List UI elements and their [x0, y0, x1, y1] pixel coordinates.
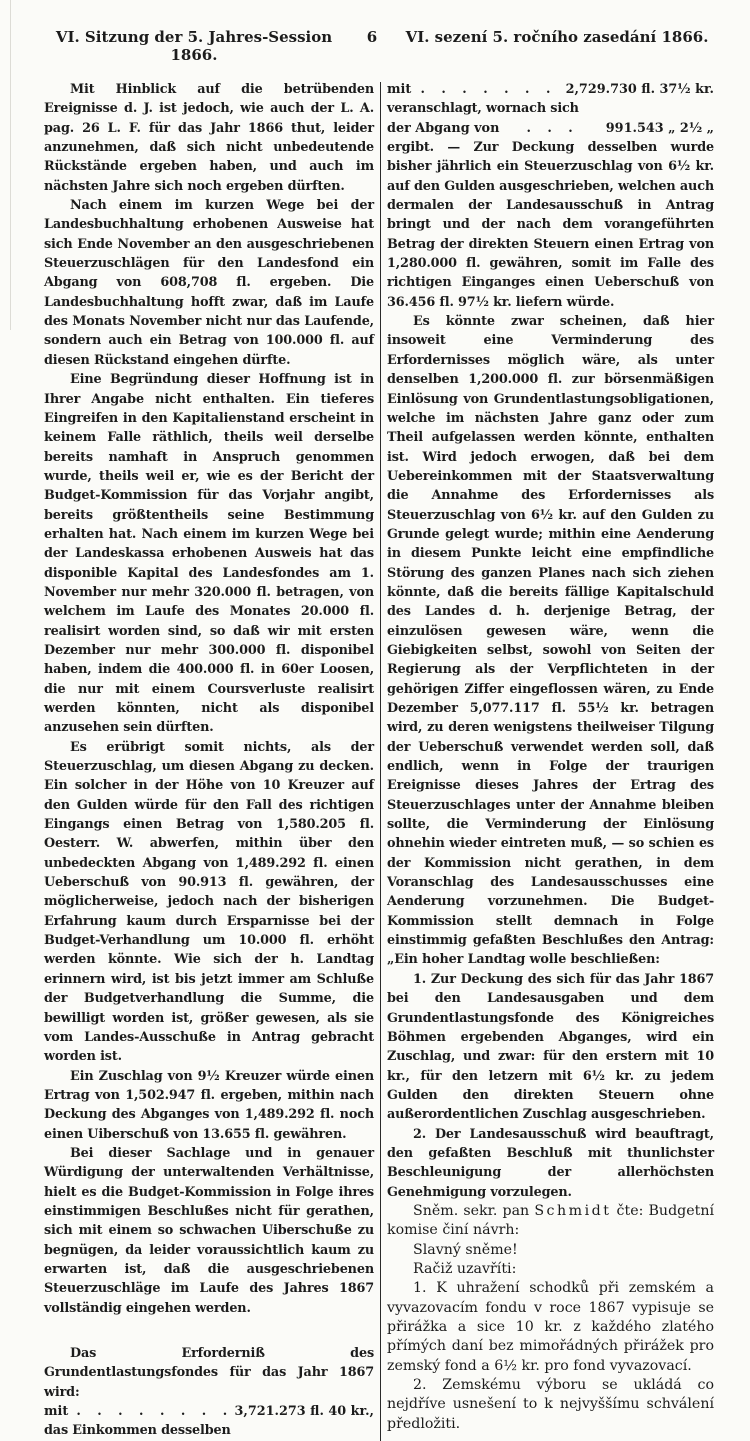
ledger-amount: 991.543 „ 2½ „	[605, 120, 714, 136]
czech-intro-prefix: Sněm. sekr. pan	[413, 1202, 535, 1219]
czech-item-1: 1. K uhražení schodků při zemském a vyvazovacím fondu v roce 1867 vypisuje se přirážka a sice 10 kr. z každého zlatého přímých daní bez mimořádných přirážek pro zemský fond a 6½ kr. pro fond vyvazovací.	[387, 1280, 714, 1374]
header-title-german: VI. Sitzung der 5. Jahres-Session 1866.	[55, 28, 333, 64]
czech-item-2: 2. Zemskému výboru se ukládá co nejdříve usnešení to k nejvyššímu schválení předložiti.	[387, 1377, 714, 1432]
ledger-row-requirement	[44, 1402, 374, 1421]
ledger-amount: 2,729.730 fl. 37½ kr.	[565, 82, 714, 97]
ledger-dots: . . .	[526, 120, 579, 136]
two-column-body	[44, 80, 714, 1441]
czech-intro-suffix: čte: Budgetní komise činí návrh:	[387, 1202, 715, 1239]
paragraph: Es erübrigt somit nichts, als der Steuerzuschlag, um diesen Abgang zu decken. Ein solcher in der Höhe von 10 Kreuzer auf den Gulden würde für den Fall des richtigen Eingangs einen Betrag von 1,580.205 fl. Oesterr. W. abwerfen, mithin über den unbedeckten Abgang von 1,489.292 fl. einen Ueberschuß von 90.913 fl. gewähren, der möglicherweise, jedoch nach der bisherigen Erfahrung kaum durch Ersparnisse bei der Budget-Verhandlung um 10.000 fl. erhöht werden könnte. Wie sich der h. Landtag erinnern wird, ist bis jetzt immer am Schluße der Budgetverhandlung die Summe, die bewilligt worden ist, größer gewesen, als sie vom Landes-Ausschuße in Antrag gebracht worden ist.	[44, 739, 374, 1065]
ledger-amount: 3,721.273 fl. 40 kr.,	[234, 1404, 374, 1420]
paragraph: Ein Zuschlag von 9½ Kreuzer würde einen Ertrag von 1,502.947 fl. ergeben, mithin nach Deckung des Abganges von 1,489.292 fl. noch einen Uiberschuß von 13.655 fl. gewähren.	[44, 1068, 374, 1142]
column-divider	[380, 82, 381, 1441]
czech-salutation: Slavný sněme!	[413, 1241, 518, 1258]
paragraph: ergibt. — Zur Deckung desselben wurde bisher jährlich ein Steuerzuschlag von 6½ kr. auf den Gulden ausgeschrieben, welchen auch dermalen der Landesausschuß in Antrag bringt und der nach dem vorangeführten Betrag der direkten Steuern einen Ertrag von 1,280.000 fl. gewähren, somit im Falle des richtigen Einganges einen Ueberschuß von 36.456 fl. 97½ kr. liefern würde.	[387, 140, 714, 310]
czech-resolve: Račiž uzavříti:	[413, 1260, 517, 1277]
page-header	[44, 28, 714, 64]
ledger-row-deficit	[387, 119, 714, 138]
scan-edge-artifact	[10, 0, 11, 330]
ledger-row-income	[387, 80, 714, 99]
paragraph: Eine Begründung dieser Hoffnung ist in Ihrer Angabe nicht enthalten. Ein tieferes Eingreifen in den Kapitalienstand erscheint in keinem Falle räthlich, theils weil derselbe bereits namhaft in Anspruch genommen wurde, theils weil er, wie es der Bericht der Budget-Kommission für das Vorjahr angibt, bereits größtentheils seine Bestimmung erhalten hat. Nach einem im kurzen Wege bei der Landeskassa erhobenen Ausweis hat das disponible Kapital des Landesfondes am 1. November nur mehr 320.000 fl. betragen, von welchem im Laufe des Monates 20.000 fl. realisirt worden sind, so daß wir mit ersten Dezember nur mehr 300.000 fl. disponibel haben, indem die 400.000 fl. in 60er Loosen, die nur mit einem Coursverluste realisirt werden könnten, nicht als disponibel anzusehen sein dürften.	[44, 372, 374, 736]
left-column	[44, 80, 374, 1441]
page-number: 6	[366, 28, 378, 46]
motion-item-1: 1. Zur Deckung des sich für das Jahr 1867 bei den Landesausgaben und dem Grundentlastungsfonde des Königreiches Böhmen ergebenden Abganges, wird ein Zuschlag, und zwar: für den erstern mit 10 kr., für den letzern mit 6½ kr. zu jedem Gulden den direkten Steuern ohne außerordentlichen Zuschlag ausgeschrieben.	[387, 971, 714, 1123]
ledger-label: mit	[44, 1404, 69, 1420]
ledger-continuation: das Einkommen desselben	[44, 1423, 231, 1439]
ledger-dots: . . . . . . . .	[76, 1404, 234, 1420]
right-column	[387, 80, 714, 1441]
paragraph: Es könnte zwar scheinen, daß hier insoweit eine Verminderung des Erfordernisses möglich wäre, als unter denselben 1,200.000 fl. zur börsenmäßigen Einlösung von Grundentlastungsobligationen, welche im nächsten Jahre ganz oder zum Theil aufgelassen werden könnte, enthalten ist. Wird jedoch erwogen, daß bei dem Uebereinkommen mit der Staatsverwaltung die Annahme des Erfordernisses als Steuerzuschlag von 6½ kr. auf den Gulden zu Grunde gelegt wurde; mithin eine Aenderung in diesem Punkte leicht eine empfindliche Störung des ganzen Planes nach sich ziehen könnte, daß die bereits fällige Kapitalschuld des Landes d. h. derjenige Betrag, der einzulösen gewesen wäre, wenn die Giebigkeiten selbst, sowohl von Seiten der Regierung als der Verpflichteten in der gehörigen Ziffer eingeflossen wären, zu Ende Dezember 5,077.117 fl. 55½ kr. betragen wird, zu deren wenigstens theilweiser Tilgung der Ueberschuß verwendet werden soll, daß endlich, wenn in Folge der traurigen Ereignisse dieses Jahres der Ertrag des Steuerzuschlages unter der Annahme bleiben sollte, die Verminderung der Einlösung ohnehin wieder eintreten muß, — so schien es der Kommission nicht gerathen, in dem Voranschlag des Landesausschusses eine Aenderung vorzunehmen. Die Budget-Kommission stellt demnach in Folge einstimmig gefaßten Beschlußes den Antrag: „Ein hoher Landtag wolle beschließen:	[387, 314, 714, 968]
ledger-label: der Abgang von	[387, 120, 500, 136]
ledger-continuation: veranschlagt, wornach sich	[387, 101, 579, 117]
ledger-label: mit	[387, 82, 412, 97]
paragraph: Bei dieser Sachlage und in genauer Würdigung der unterwaltenden Verhältnisse, hielt es die Budget-Kommission in Folge ihres einstimmigen Beschlußes nicht für gerathen, sich mit einem so schwachen Uiberschuße zu begnügen, da leider voraussichtlich kaum zu erwarten ist, daß die ausgeschriebenen Steuerzuschläge im Laufe des Jahres 1867 vollständig eingehen werden.	[44, 1145, 374, 1316]
speaker-name: Schmidt	[534, 1202, 612, 1219]
ledger-dots: . . . . . . .	[420, 82, 557, 97]
header-title-czech: VI. sezení 5. ročního zasedání 1866.	[405, 28, 709, 46]
requirement-intro: Das Erforderniß des Grundentlastungsfondes für das Jahr 1867 wird:	[44, 1346, 374, 1400]
paragraph: Mit Hinblick auf die betrübenden Ereignisse d. J. ist jedoch, wie auch der L. A. pag. 26 L. F. für das Jahr 1866 thut, leider anzunehmen, daß sich nicht unbedeutende Rückstände ergeben haben, und auch im nächsten Jahre sich noch ergeben dürften.	[44, 82, 374, 194]
czech-intro	[387, 1202, 714, 1241]
motion-item-2: 2. Der Landesausschuß wird beauftragt, den gefaßten Beschluß mit thunlichster Beschleunigung der allerhöchsten Genehmigung vorzulegen.	[387, 1126, 714, 1200]
paragraph: Nach einem im kurzen Wege bei der Landesbuchhaltung erhobenen Ausweise hat sich Ende November an den ausgeschriebenen Steuerzuschlägen für den Landesfond ein Abgang von 608,708 fl. ergeben. Die Landesbuchhaltung hofft zwar, daß im Laufe des Monats November nicht nur das Laufende, sondern auch ein Betrag von 100.000 fl. auf diesen Rückstand eingehen dürfte.	[44, 198, 374, 368]
